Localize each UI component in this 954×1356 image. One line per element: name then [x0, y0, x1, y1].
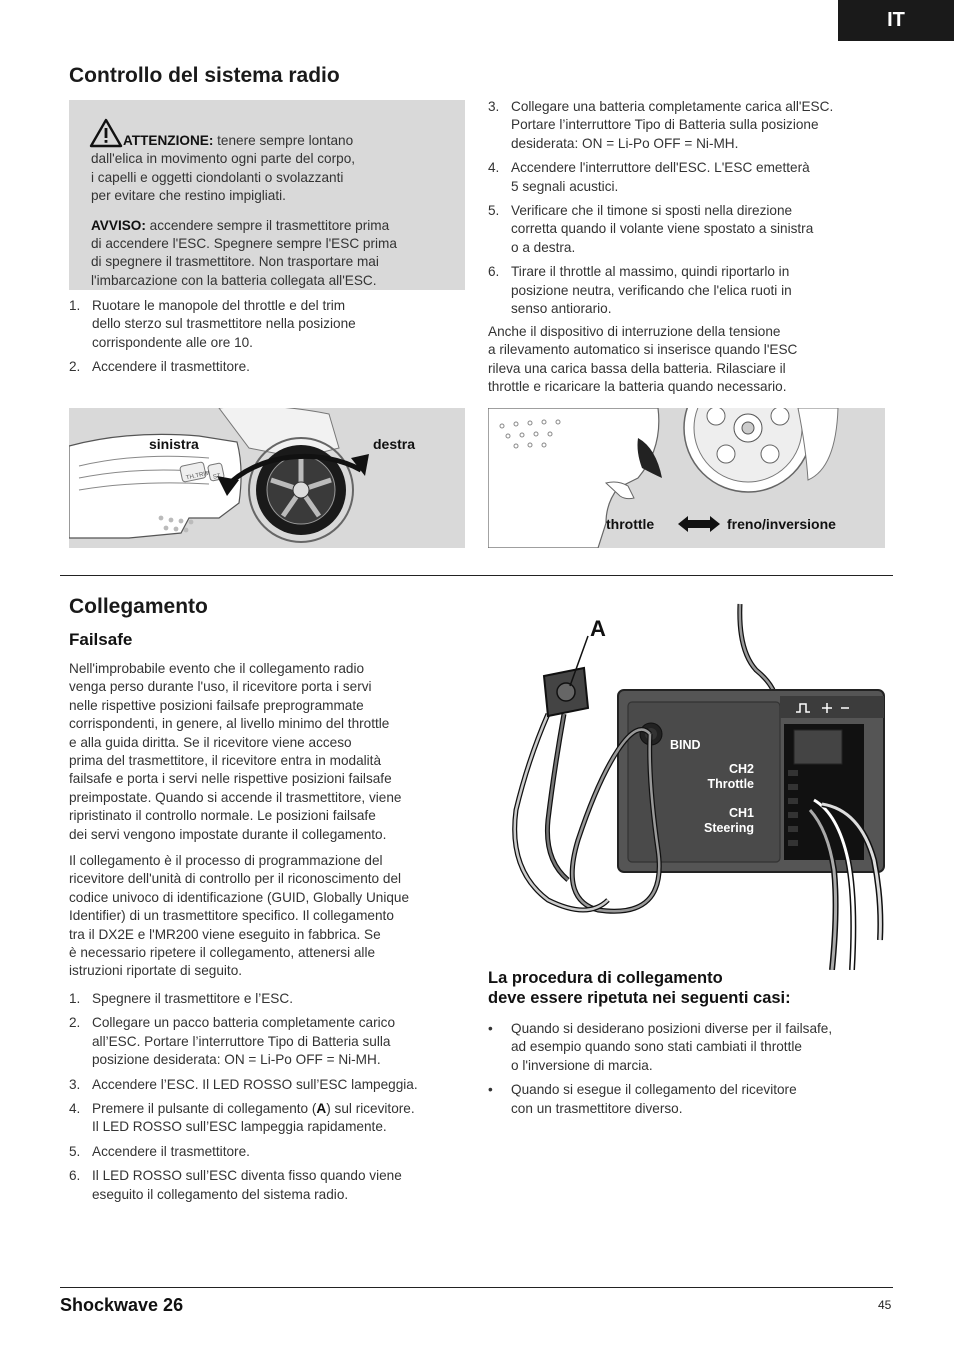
bullet-text: Quando si esegue il collegamento del ricevitore con un trasmettitore diverso. — [511, 1082, 797, 1116]
steering-figure — [69, 408, 465, 548]
step-text: Tirare il throttle al massimo, quindi riportarlo in posizione neutra, verificando che l'elica ruoti in senso antiorario. — [511, 264, 792, 317]
list-item — [69, 1014, 469, 1069]
step-number: 3. — [69, 1076, 81, 1092]
step-number: 2. — [69, 1015, 81, 1031]
attention-text: tenere sempre lontano — [213, 133, 354, 148]
step-number: 5. — [488, 203, 500, 219]
bind-port-label: BIND — [670, 738, 701, 752]
step-text: Premere il pulsante di collegamento (A) sul ricevitore. Il LED ROSSO sull’ESC lampeggia rapidamente. — [92, 1101, 415, 1135]
step-text: Accendere l’ESC. Il LED ROSSO sull’ESC lampeggia. — [92, 1076, 418, 1092]
binding-paragraph: Il collegamento è il processo di programmazione del ricevitore dell'unità di controllo per il riconoscimento del codice univoco di identificazione (GUID, Globally Unique Identifier) di un trasmettitore specifico. Il collegamento tra il DX2E e l'MR200 viene eseguito in fabbrica. Se è necessario ripetere il collegamento, attenersi alle istruzioni riportate di seguito. — [69, 853, 410, 979]
notice-text: l'imbarcazione con la batteria collegata all'ESC. — [91, 272, 377, 288]
step-number: 4. — [69, 1101, 81, 1117]
step-text: Il LED ROSSO sull’ESC diventa fisso quando viene eseguito il collegamento del sistema radio. — [92, 1168, 402, 1202]
brake-reverse-label: freno/inversione — [727, 516, 836, 532]
list-item — [488, 98, 888, 153]
notice-text: di accendere l'ESC. Spegnere sempre l'ESC prima — [91, 236, 397, 252]
step-text: Accendere l'interruttore dell'ESC. L'ESC emetterà 5 segnali acustici. — [511, 160, 810, 194]
step-text: Verificare che il timone si sposti nella direzione corretta quando il volante viene spostato a sinistra o a destra. — [511, 203, 814, 255]
list-item — [69, 358, 465, 376]
notice-label: AVVISO: — [91, 217, 146, 233]
left-direction-label: sinistra — [149, 436, 199, 452]
step-number: 2. — [69, 359, 81, 375]
page-number: 45 — [878, 1298, 892, 1312]
step-number: 4. — [488, 160, 500, 176]
list-item — [488, 263, 888, 318]
rebind-heading: La procedura di collegamento deve essere ripetuta nei seguenti casi: — [488, 969, 791, 1007]
list-item — [69, 1167, 469, 1204]
notice-paragraph — [91, 217, 443, 291]
failsafe-paragraph: Nell'improbabile evento che il collegamento radio venga perso durante l'uso, il ricevitore porta i servi nelle rispettive posizioni failsafe preprogrammate corrispondenti, in genere, al livello minimo del throttle e alla guida diritta. Se il ricevitore viene acceso prima del trasmettitore, il ricevitore entra in modalità failsafe e porta i servi nelle rispettive posizioni failsafe preimpostate. Quando si accende il trasmettitore, viene ripristinato il controllo normale. Le posizioni failsafe dei servi vengono impostate durante il collegamento. — [69, 661, 402, 842]
trim-label: TH.TRIM — [185, 470, 211, 482]
language-tab: IT — [838, 0, 954, 41]
section-title-radio-check: Controllo del sistema radio — [69, 64, 340, 87]
subsection-title-failsafe: Failsafe — [69, 630, 133, 649]
list-item — [69, 297, 465, 352]
warning-triangle-icon — [89, 118, 123, 148]
list-item — [488, 159, 888, 196]
lvc-paragraph: Anche il dispositivo di interruzione della tensione a rilevamento automatico si inserisce quando l'ESC rileva una carica bassa della batteria. Rilasciare il throttle e ricaricare la batteria quando necessario. — [488, 324, 798, 395]
list-item — [69, 1100, 469, 1137]
throttle-figure — [488, 408, 885, 548]
attention-text: per evitare che restino impigliati. — [91, 188, 286, 204]
attention-paragraph — [91, 118, 443, 206]
list-item — [488, 1020, 888, 1075]
step-text: Spegnere il trasmettitore e l’ESC. — [92, 991, 293, 1006]
step-number: 5. — [69, 1143, 81, 1159]
bind-button-icon — [544, 668, 588, 716]
step-text: Collegare un pacco batteria completamente carico all’ESC. Portare l’interruttore Tipo di Batteria sulla posizione desiderata: ON = Li-Po OFF = Ni-MH. — [92, 1015, 396, 1068]
step-text: Accendere il trasmettitore. — [92, 1143, 250, 1159]
attention-text: i capelli e oggetti ciondolanti o svolazzanti — [91, 169, 344, 185]
attention-label: ATTENZIONE: — [123, 133, 214, 148]
list-item — [69, 1076, 469, 1094]
footer-product-title: Shockwave 26 — [60, 1295, 184, 1315]
rebind-bullets — [488, 1020, 888, 1124]
step-text: Collegare una batteria completamente carica all'ESC. Portare l’interruttore Tipo di Batteria sulla posizione desiderata: ON = Li-Po OFF = Ni-MH. — [511, 99, 834, 151]
step-number: 1. — [69, 991, 81, 1006]
list-item — [488, 1081, 888, 1118]
warning-box — [69, 100, 465, 290]
st-label: ST — [212, 473, 222, 481]
transmitter-steering-illustration — [69, 408, 465, 548]
step-text: Accendere il trasmettitore. — [92, 359, 250, 375]
receiver-figure — [488, 600, 888, 970]
list-item — [69, 1143, 469, 1161]
ch1-label: CH1 Steering — [703, 806, 754, 835]
section-divider — [60, 575, 893, 576]
step-number: 6. — [69, 1168, 81, 1184]
list-item — [488, 202, 888, 257]
callout-a-label: A — [590, 616, 606, 641]
notice-text: accendere sempre il trasmettitore prima — [145, 217, 390, 233]
steps-list-left — [69, 297, 465, 383]
steps-list-right — [488, 98, 888, 324]
step-number: 6. — [488, 264, 500, 280]
ch2-label: CH2 Throttle — [707, 762, 754, 791]
list-item — [69, 990, 469, 1008]
bullet: • — [488, 1021, 493, 1036]
bullet: • — [488, 1082, 493, 1098]
step-number: 3. — [488, 99, 500, 114]
throttle-label: throttle — [606, 516, 655, 532]
attention-text: dall'elica in movimento ogni parte del corpo, — [91, 151, 356, 167]
step-text: Ruotare le manopole del throttle e del trim dello sterzo sul trasmettitore nella posizione corrispondente alle ore 10. — [92, 298, 356, 350]
footer-divider — [60, 1287, 893, 1288]
binding-steps-list — [69, 990, 469, 1210]
bullet-text: Quando si desiderano posizioni diverse per il failsafe, ad esempio quando sono stati cambiati il throttle o l'inversione di marcia. — [511, 1021, 833, 1073]
double-arrow-icon — [678, 516, 720, 532]
section-title-binding: Collegamento — [69, 595, 208, 618]
notice-text: di spegnere il trasmettitore. Non trasportare mai — [91, 254, 379, 270]
right-direction-label: destra — [373, 436, 416, 452]
step-number: 1. — [69, 298, 81, 313]
